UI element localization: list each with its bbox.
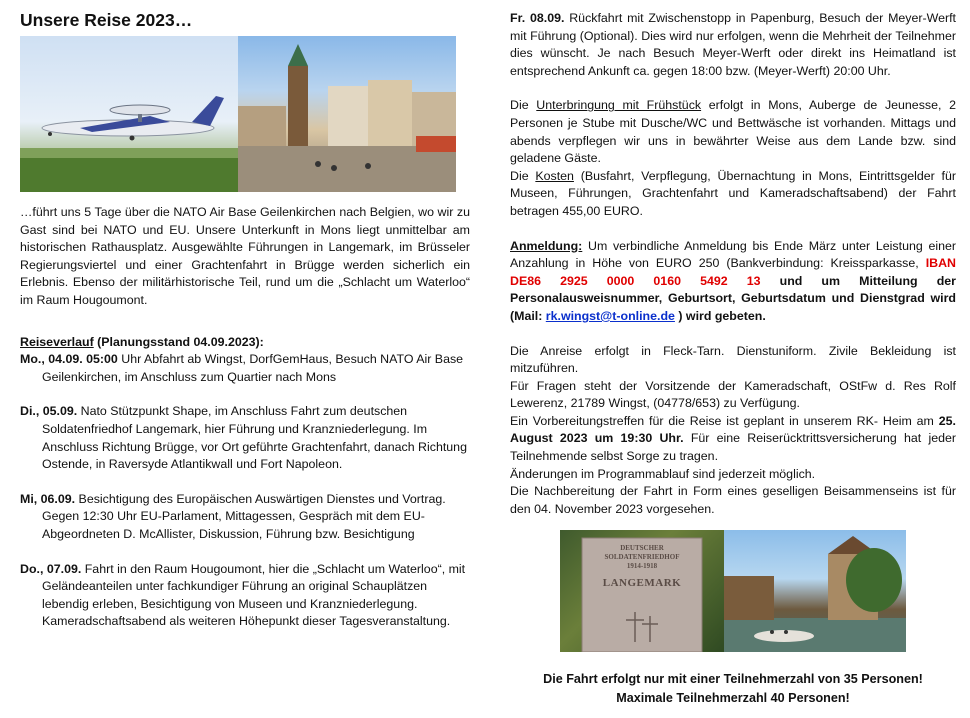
changes-paragraph: Änderungen im Programmablauf sind jederzeit möglich. [510, 466, 816, 481]
awacs-aircraft-photo [20, 36, 238, 192]
intro-paragraph: …führt uns 5 Tage über die NATO Air Base Geilenkirchen nach Belgien, wo wir zu Gast sind bei NATO und EU. Unsere Unterkunft in Mons liegt unmittelbar am historischen Rathausplatz. Ausgewählte Führungen in Langemark, im Brüsseler Regierungsviertel und einer Grachtenfahrt in Brügge werden sicherlich ein Erlebnis. Ebenso der militärhistorische Teil, rund um die „Schlacht um Waterloo“ im Raum Hougoumont. [20, 205, 470, 307]
costs-paragraph: Die Kosten (Busfahrt, Verpflegung, Übernachtung in Mons, Eintrittsgelder für Museen, Führungen, Grachtenfahrt und Kameradschaftsabend) der Fahrt betragen 455,00 EURO. [510, 168, 956, 218]
day-thursday: Do., 07.09. Fahrt in den Raum Hougoumont, hier die „Schlacht um Waterloo“, mit Geländeanteilen unter fachkundiger Führung an original Schauplätzen lebendig erleben, Besichtigung von Museen und Kranzniederlegung. Kameradschaftsabend als weiteren Höhepunkt dieser Tagesveranstaltung. [20, 561, 466, 629]
day-monday: Mo., 04.09. 05:00 Uhr Abfahrt ab Wingst, DorfGemHaus, Besuch NATO Air Base Geilenkirchen, im Anschluss zum Quartier nach Mons [20, 352, 464, 384]
footer-notice [510, 670, 956, 708]
day-friday: Fr. 08.09. Rückfahrt mit Zwischenstopp in Papenburg, Besuch der Meyer-Werft mit Führung (Optional). Dies wird nur erfolgen, wenn die Mehrheit der Teilnehmer dies wünscht. Je nach Besuch Meyer-Werft oder direkt ins Heimatland ist entsprechend Ankunft ca. gegen 18:00 bzw. (Meyer-Werft) 20:00 Uhr. [510, 11, 956, 78]
registration-paragraph: Anmeldung: Um verbindliche Anmeldung bis Ende März unter Leistung einer Anzahlung in Höhe von EURO 250 (Bankverbindung: Kreissparkasse, IBAN DE86 2925 0000 0160 5492 13 und um Mitteilung der Personalausweisnummer, Geburtsort, Geburtsdatum und Dienstgrad wird (Mail: rk.wingst@t-online.de ) wird gebeten. [510, 238, 956, 323]
langemark-memorial-photo [560, 530, 724, 652]
contact-paragraph: Für Fragen steht der Vorsitzende der Kameradschaft, OStFw d. Res Rolf Lewerenz, 21789 Wingst, (04778/653) zu Verfügung. [510, 378, 956, 411]
footer-maximum: Maximale Teilnehmerzahl 40 Personen! [616, 691, 850, 705]
lodging-paragraph: Die Unterbringung mit Frühstück erfolgt in Mons, Auberge de Jeunesse, 2 Personen je Stube mit Dusche/WC und Bettwäsche ist vorhanden. Mittags und abends verpflegen wir uns in bewährter Weise aus dem Lande bzw. sind geladene Gäste. [510, 98, 956, 166]
day-wednesday: Mi, 06.09. Besichtigung des Europäischen Auswärtigen Dienstes und Vortrag. Gegen 12:30 Uhr EU-Parlament, Mittagessen, Gespräch mit dem EU-Abgeordneten D. McAllister, Diskussion, Führung bzw. Besichtigung [20, 491, 446, 541]
day-tuesday: Di., 05.09. Nato Stützpunkt Shape, im Anschluss Fahrt zum deutschen Soldatenfriedhof Langemark, hier Führung und Kranzniederlegung. Im Anschluss Richtung Brügge, vor Ort geführte Grachtenfahrt, danach Richtung Ostende, in Raversyde Atlantikwall und Fort Napoleon. [20, 404, 467, 472]
followup-paragraph: Die Nachbereitung der Fahrt in Form eines geselligen Beisammenseins ist für den 04. November 2023 vorgesehen. [510, 484, 956, 516]
aircraft-illustration [20, 36, 238, 192]
stone-inscription: DEUTSCHER SOLDATENFRIEDHOF 1914-1918 LANGEMARK [602, 544, 682, 589]
town-illustration [238, 36, 456, 192]
bruges-canal-photo [724, 530, 906, 652]
footer-minimum: Die Fahrt erfolgt nur mit einer Teilnehmerzahl von 35 Personen! [543, 672, 923, 686]
email-link[interactable]: rk.wingst@t-online.de [545, 308, 675, 323]
meeting-paragraph: Ein Vorbereitungstreffen für die Reise ist geplant in unserem RK- Heim am 25. August 2023 um 19:30 Uhr. Für eine Reiserücktrittsversicherung hat jeder Teilnehmende selbst Sorge zu tragen. [510, 413, 956, 464]
mons-square-photo [238, 36, 456, 192]
itinerary-heading: Reiseverlauf (Planungsstand 04.09.2023): [20, 334, 264, 349]
travel-paragraph: Die Anreise erfolgt in Fleck-Tarn. Dienstuniform. Zivile Bekleidung ist mitzuführen. [510, 343, 956, 376]
canal-illustration [724, 530, 906, 652]
page-title: Unsere Reise 2023… [20, 10, 193, 30]
